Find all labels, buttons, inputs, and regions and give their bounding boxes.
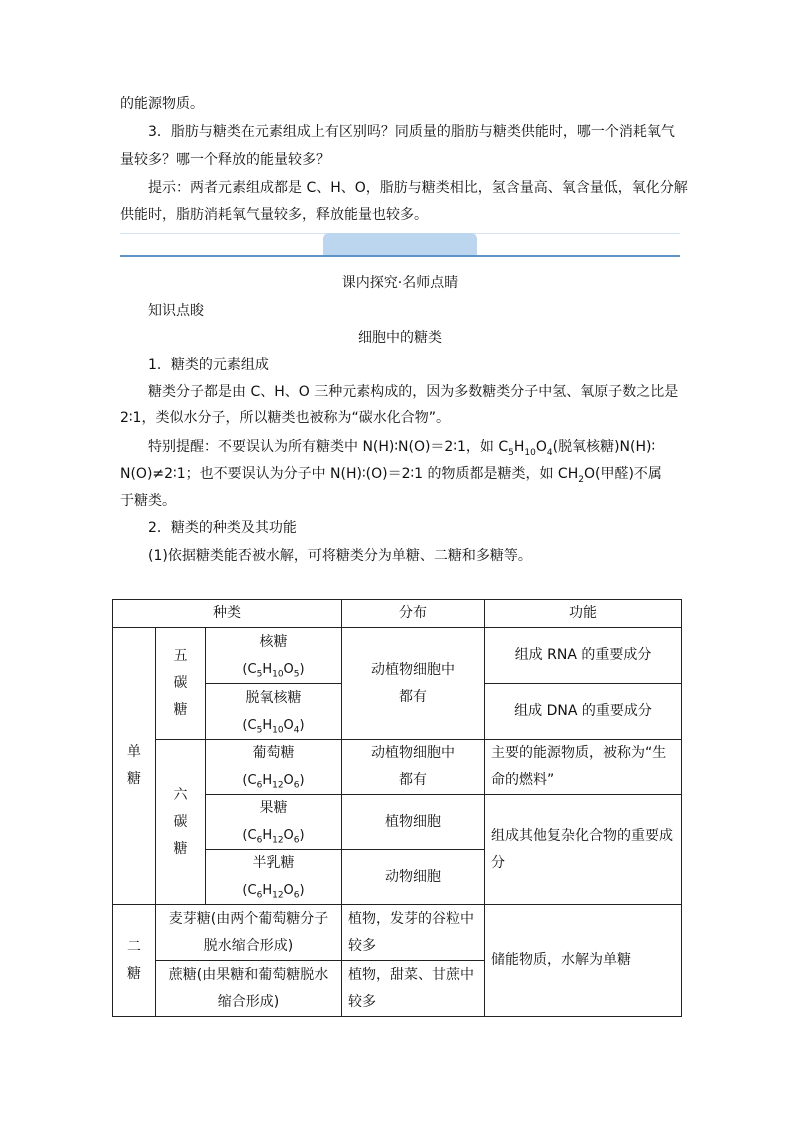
subscript: 5 — [508, 447, 514, 458]
pentose-cell — [156, 628, 206, 740]
sugar-name: 果糖 — [259, 800, 288, 816]
sugar-name: 葡萄糖 — [252, 745, 295, 761]
cell-text: 麦芽糖(由两个葡萄糖分子脱水缩合形成) — [168, 910, 329, 954]
cell-text: 组成其他复杂化合物的重要成分 — [491, 827, 674, 871]
cell-text: 蔗糖(由果糖和葡萄糖脱水缩合形成) — [168, 966, 329, 1010]
subtitle: 细胞中的糖类 — [358, 330, 442, 346]
cell-text: 动植物细胞中都有 — [371, 661, 456, 705]
ribose-cell — [206, 628, 342, 684]
cell-text: 动植物细胞中都有 — [371, 745, 456, 788]
subscript: 10 — [524, 447, 536, 458]
subscript: 4 — [546, 447, 553, 458]
table-header-row — [113, 600, 682, 628]
paragraph-line — [120, 464, 662, 484]
glucose-cell — [206, 740, 342, 795]
banner-rule — [120, 255, 680, 257]
table-row — [113, 905, 682, 961]
sugar-name: 脱氧核糖 — [245, 689, 302, 706]
subscript: 2 — [578, 474, 584, 485]
formula: $(C_6H_{12}O_6)$ — [242, 773, 305, 791]
knowledge-label: 知识点睃 — [148, 303, 204, 319]
header-distribution: 分布 — [342, 600, 485, 628]
pentose-distribution — [342, 628, 485, 740]
galactose-cell — [206, 850, 342, 905]
deoxyribose-function: 组成 DNA 的重要成分 — [485, 684, 682, 740]
disaccharide-cell — [113, 905, 156, 1017]
deoxyribose-cell — [206, 684, 342, 740]
disaccharide-function: 储能物质，水解为单糖 — [485, 905, 682, 1017]
header-function: 功能 — [485, 600, 682, 628]
banner-tab — [323, 233, 477, 255]
vertical-label: 二糖 — [127, 938, 141, 982]
heading-2: 2．糖类的种类及其功能 — [148, 520, 297, 536]
sugar-name: 核糖 — [259, 633, 288, 650]
text-run: O(甲醛)不属 — [583, 466, 662, 482]
fructose-distribution: 植物细胞 — [342, 795, 485, 850]
hint-line: 供能时，脂肪消耗氧气量较多，释放能量也较多。 — [120, 207, 428, 223]
paragraph-line: 的能源物质。 — [120, 96, 204, 112]
vertical-label: 六碳糖 — [173, 786, 188, 857]
special-note — [148, 437, 655, 457]
heading-2a: (1)依据糖类能否被水解，可将糖类分为单糖、二糖和多糖等。 — [148, 548, 532, 564]
cell-text: 植物，发芽的谷粒中较多 — [348, 910, 475, 954]
text-run: N(O)≠2∶1；也不要误认为分子中 N(H)∶(O)＝2∶1 的物质都是糖类，如 CH — [120, 466, 579, 482]
formula: $(C_6H_{12}O_6)$ — [242, 883, 305, 901]
text-run: 特别提醒：不要误认为所有糖类中 N(H)∶N(O)＝2∶1，如 C — [148, 439, 509, 455]
formula: $(C_5H_{10}O_4)$ — [242, 717, 305, 736]
sugar-table — [112, 599, 682, 1017]
ribose-function: 组成 RNA 的重要成分 — [485, 628, 682, 684]
header-category: 种类 — [113, 600, 342, 628]
formula: $(C_5H_{10}O_5)$ — [242, 661, 305, 680]
cell-text: 主要的能源物质，被称为“生命的燃料” — [491, 745, 667, 788]
maltose-distribution — [342, 905, 485, 961]
monosaccharide-cell — [113, 628, 156, 905]
section-banner — [120, 233, 680, 259]
text-run: (脱氧核糖)N(H)∶ — [552, 439, 656, 455]
hexose-cell — [156, 740, 206, 905]
sucrose-distribution — [342, 961, 485, 1017]
table-row — [113, 628, 682, 684]
cell-text: 植物，甜菜、甘蔗中较多 — [348, 966, 475, 1010]
sucrose-cell — [156, 961, 342, 1017]
heading-1: 1．糖类的元素组成 — [148, 357, 269, 373]
hexose-function — [485, 795, 682, 905]
fructose-cell — [206, 795, 342, 850]
paragraph-line: 2∶1，类似水分子，所以糖类也被称为“碳水化合物”。 — [120, 410, 450, 426]
text-run: O — [535, 439, 547, 455]
section-title: 课内探究·名师点睛 — [341, 275, 459, 291]
glucose-function — [485, 740, 682, 795]
table-row — [113, 740, 682, 795]
maltose-cell — [156, 905, 342, 961]
formula: $(C_6H_{12}O_6)$ — [242, 828, 305, 846]
galactose-distribution: 动物细胞 — [342, 850, 485, 905]
glucose-distribution — [342, 740, 485, 795]
paragraph-line: 于糖类。 — [120, 493, 176, 509]
text-run: H — [513, 439, 525, 455]
vertical-label: 五碳糖 — [173, 648, 188, 718]
question-3: 3．脂肪与糖类在元素组成上有区别吗？同质量的脂肪与糖类供能时，哪一个消耗氧气 — [148, 124, 675, 140]
paragraph-line: 量较多？哪一个释放的能量较多？ — [120, 152, 330, 168]
vertical-label: 单糖 — [127, 744, 141, 787]
paragraph-line: 糖类分子都是由 C、H、O 三种元素构成的，因为多数糖类分子中氢、氧原子数之比是 — [148, 384, 679, 400]
hint-line: 提示：两者元素组成都是 C、H、O，脂肪与糖类相比，氢含量高、氧含量低，氧化分解 — [148, 180, 688, 196]
sugar-name: 半乳糖 — [252, 855, 295, 871]
